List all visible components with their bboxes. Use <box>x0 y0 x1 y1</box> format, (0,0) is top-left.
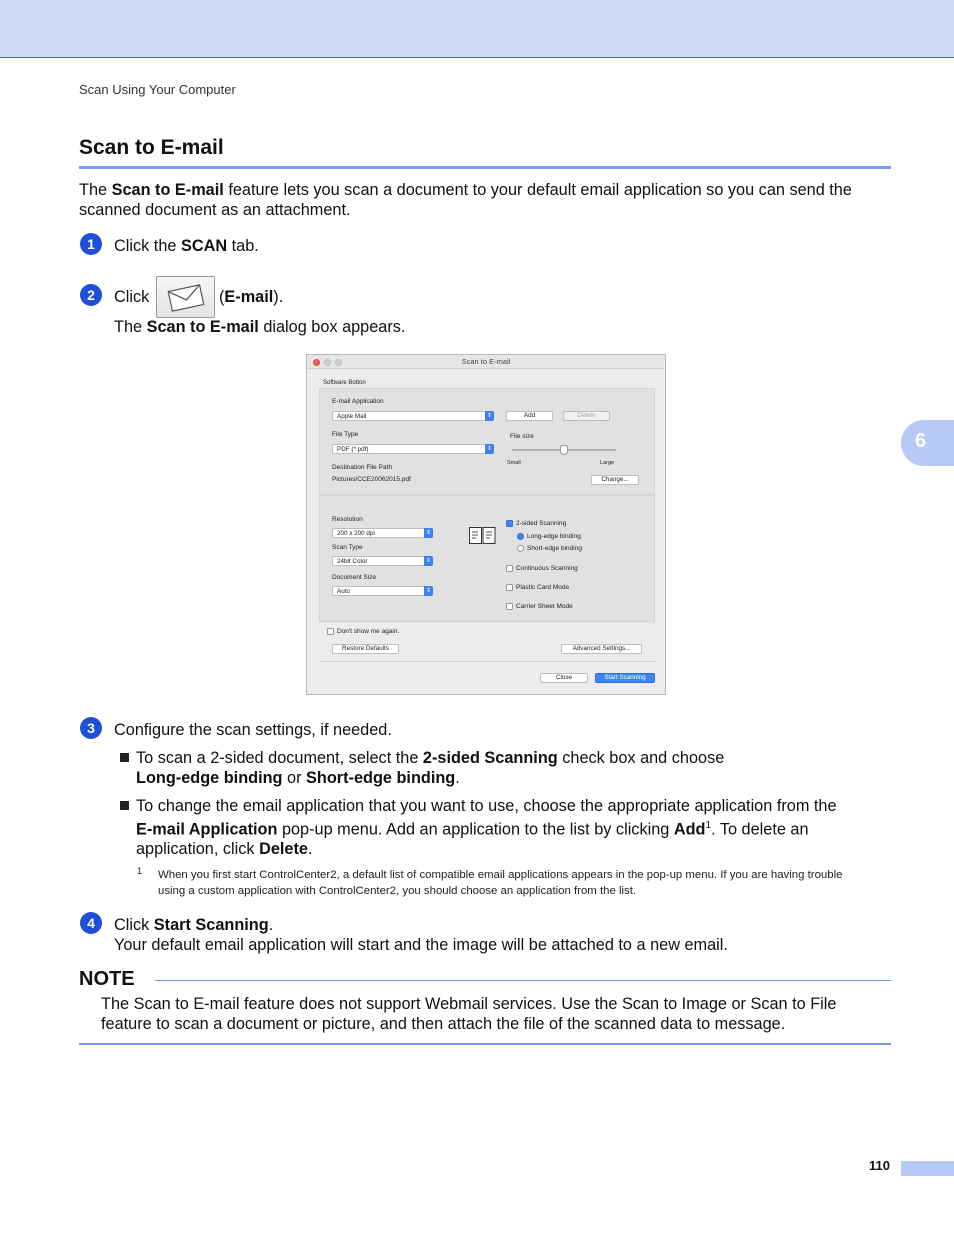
email-button[interactable] <box>156 276 215 318</box>
dont-show-checkbox[interactable] <box>327 628 334 635</box>
note-text: The Scan to E-mail feature does not support Webmail services. Use the Scan to Image or Scan to File feature to scan a document or picture, and then attach the file of the scanned data to message. <box>101 995 837 1033</box>
scan-to-email-dialog <box>306 354 666 695</box>
dialog-titlebar <box>307 355 665 369</box>
file-size-slider-knob[interactable] <box>560 445 568 455</box>
document-size-popup[interactable]: Auto ⇕ <box>332 586 433 596</box>
short-edge-label: Short-edge binding <box>527 545 582 552</box>
document-size-label: Document Size <box>332 574 377 581</box>
large-label: Large <box>600 460 615 466</box>
popup-arrows-icon: ⇕ <box>486 446 493 452</box>
two-sided-checkbox[interactable] <box>506 520 513 527</box>
email-application-popup[interactable]: Apple Mail ⇕ <box>332 411 494 421</box>
destination-label: Destination File Path <box>332 464 392 471</box>
short-edge-radio[interactable] <box>517 545 524 552</box>
step-1-badge: 1 <box>80 233 102 255</box>
footnote-text: When you first start ControlCenter2, a default list of compatible email applications appears in the pop-up menu. If you are having trouble using a custom application with ControlCenter2, you should choose an application from the list. <box>158 869 843 897</box>
step-4-text: Click Start Scanning. Your default email application will start and the image will be attached to a new email. <box>114 916 728 954</box>
step-3-text: Configure the scan settings, if needed. <box>114 721 392 739</box>
add-button[interactable]: Add <box>506 411 553 421</box>
delete-button[interactable]: Delete <box>563 411 610 421</box>
note-rule <box>155 980 891 981</box>
footnote-mark: 1 <box>137 866 143 876</box>
popup-arrows-icon: ⇕ <box>425 588 432 594</box>
scan-type-popup[interactable]: 24bit Color ⇕ <box>332 556 433 566</box>
advanced-settings-button[interactable]: Advanced Settings... <box>561 644 642 654</box>
step-2-click: Click <box>114 288 150 306</box>
bullet-square-icon <box>120 753 129 762</box>
popup-arrows-icon: ⇕ <box>486 413 493 419</box>
continuous-scanning-label: Continuous Scanning <box>516 565 578 572</box>
running-header: Scan Using Your Computer <box>79 82 236 97</box>
envelope-icon <box>157 277 216 319</box>
carrier-sheet-label: Carrier Sheet Mode <box>516 603 573 610</box>
close-button[interactable]: Close <box>540 673 588 683</box>
step-1-text: Click the SCAN tab. <box>114 237 259 255</box>
destination-path: Pictures/CCE20062015.pdf <box>332 476 411 483</box>
chapter-number: 6 <box>915 430 927 452</box>
file-size-label: File size <box>510 433 534 440</box>
note-heading: NOTE <box>79 968 135 990</box>
note-end-rule <box>79 1043 891 1045</box>
continuous-scanning-checkbox[interactable] <box>506 565 513 572</box>
bullet-square-icon <box>120 801 129 810</box>
chapter-tab <box>901 420 954 466</box>
step-3-badge: 3 <box>80 717 102 739</box>
scan-type-label: Scan Type <box>332 544 363 551</box>
page-number-bar <box>901 1161 954 1176</box>
long-edge-label: Long-edge binding <box>527 533 581 540</box>
small-label: Small <box>507 460 521 466</box>
plastic-card-label: Plastic Card Mode <box>516 584 570 591</box>
file-type-popup[interactable]: PDF (*.pdf) ⇕ <box>332 444 494 454</box>
restore-defaults-button[interactable]: Restore Defaults <box>332 644 399 654</box>
dialog-divider <box>319 661 655 662</box>
file-type-label: File Type <box>332 431 359 438</box>
header-band <box>0 0 954 58</box>
start-scanning-button[interactable]: Start Scanning <box>595 673 655 683</box>
popup-arrows-icon: ⇕ <box>425 558 432 564</box>
resolution-label: Resolution <box>332 516 363 523</box>
long-edge-radio[interactable] <box>517 533 524 540</box>
change-button[interactable]: Change... <box>591 475 639 485</box>
bullet-email-app: To change the email application that you want to use, choose the appropriate application from the E-mail Application pop-up menu. Add an application to the list by clicking Add$^1$. To delete an application, click Delete. <box>120 796 891 859</box>
intro-paragraph: The Scan to E-mail feature lets you scan a document to your default email application so you can send the scanned document as an attachment. <box>79 181 852 219</box>
step-2-email-label: (E-mail). <box>219 288 284 306</box>
software-button-label: Software Button <box>323 380 366 386</box>
popup-arrows-icon: ⇕ <box>425 530 432 536</box>
section-title: Scan to E-mail <box>79 136 224 159</box>
dialog-title: Scan to E-mail <box>461 357 511 366</box>
dont-show-label: Don't show me again. <box>337 628 400 635</box>
footnote-ref: 1 <box>705 820 712 831</box>
zoom-window-icon[interactable] <box>335 359 342 366</box>
bullet-2-sided: To scan a 2-sided document, select the 2-sided Scanning check box and choose Long-edge binding or Short-edge binding. <box>120 748 891 788</box>
step-2-badge: 2 <box>80 284 102 306</box>
carrier-sheet-checkbox[interactable] <box>506 603 513 610</box>
step-2-subtext: The Scan to E-mail dialog box appears. <box>114 318 406 336</box>
close-window-icon[interactable] <box>313 359 320 366</box>
title-rule <box>79 166 891 169</box>
minimize-window-icon[interactable] <box>324 359 331 366</box>
step-4-badge: 4 <box>80 912 102 934</box>
duplex-pages-icon <box>469 527 496 545</box>
two-sided-label: 2-sided Scanning <box>516 520 567 527</box>
plastic-card-checkbox[interactable] <box>506 584 513 591</box>
page-number: 110 <box>869 1158 890 1173</box>
resolution-popup[interactable]: 200 x 200 dpi ⇕ <box>332 528 433 538</box>
email-application-label: E-mail Application <box>332 398 384 405</box>
